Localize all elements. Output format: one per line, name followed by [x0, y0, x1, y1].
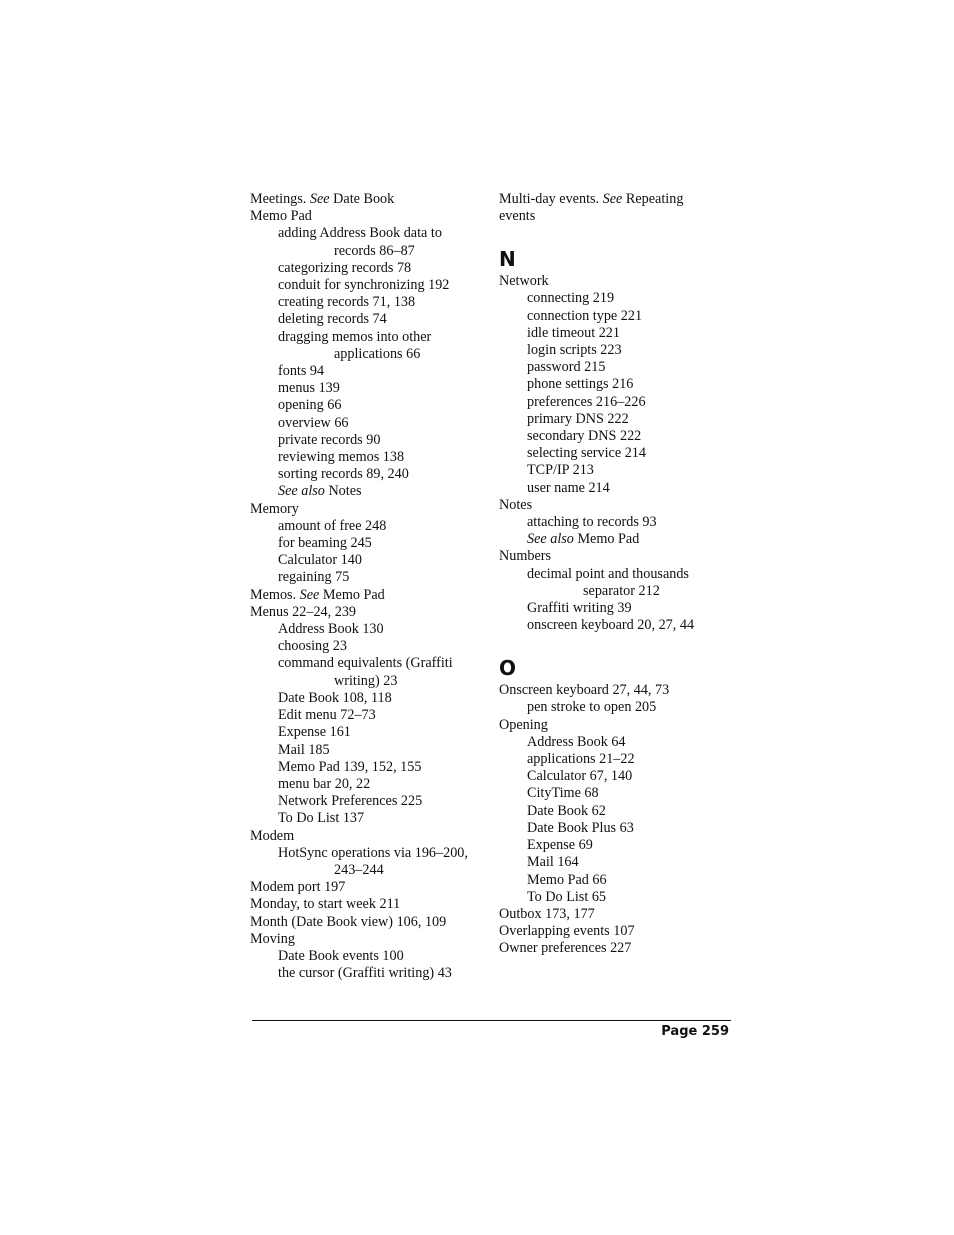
- index-continuation: records 86–87: [334, 242, 415, 259]
- index-subentry: choosing 23: [278, 638, 347, 655]
- cross-reference-see: See: [299, 586, 320, 603]
- index-subentry: primary DNS 222: [527, 410, 629, 427]
- index-subentry: menus 139: [278, 380, 340, 397]
- index-subentry: Address Book 64: [527, 733, 626, 750]
- index-subentry: idle timeout 221: [527, 324, 620, 341]
- index-subentry: Calculator 140: [278, 552, 362, 569]
- index-entry: Overlapping events 107: [499, 923, 635, 940]
- index-subentry: phone settings 216: [527, 376, 634, 393]
- index-subentry: attaching to records 93: [527, 514, 657, 531]
- index-subentry: categorizing records 78: [278, 259, 412, 276]
- index-subentry: decimal point and thousands: [527, 565, 689, 582]
- cross-reference-target: Notes: [324, 483, 362, 500]
- index-subentry: dragging memos into other: [278, 328, 432, 345]
- index-entry: Modem: [250, 827, 295, 844]
- index-subentry: opening 66: [278, 397, 342, 414]
- entry-text: Memos.: [250, 586, 300, 603]
- index-entry: Menus 22–24, 239: [250, 603, 357, 620]
- index-subentry: onscreen keyboard 20, 27, 44: [527, 617, 695, 634]
- index-subentry: [250, 483, 486, 500]
- index-subentry: the cursor (Graffiti writing) 43: [278, 965, 452, 982]
- page-number: Page 259: [661, 1024, 729, 1039]
- index-subentry: password 215: [527, 359, 606, 376]
- index-subentry: overview 66: [278, 414, 349, 431]
- index-entry: [250, 191, 486, 208]
- index-subentry: connection type 221: [527, 307, 643, 324]
- index-column-left: [250, 191, 486, 982]
- index-entry: Monday, to start week 211: [250, 896, 401, 913]
- index-entry: Memo Pad: [250, 208, 312, 225]
- section-gap: [499, 634, 735, 654]
- index-subentry: login scripts 223: [527, 342, 622, 359]
- index-subentry: conduit for synchronizing 192: [278, 277, 450, 294]
- index-continuation: writing) 23: [334, 672, 398, 689]
- cross-reference-see: See also: [278, 483, 325, 500]
- entry-text: Multi-day events.: [499, 191, 603, 207]
- cross-reference-target: Memo Pad: [573, 531, 640, 548]
- index-subentry: connecting 219: [527, 290, 615, 307]
- index-entry: [250, 587, 486, 604]
- index-subentry: fonts 94: [278, 363, 325, 380]
- cross-reference-see: See: [602, 191, 623, 207]
- index-subentry: selecting service 214: [527, 445, 646, 462]
- index-subentry: To Do List 137: [278, 810, 365, 827]
- index-section-letter: O: [499, 656, 517, 681]
- index-entry: Network: [499, 273, 549, 290]
- index-entry: Moving: [250, 930, 295, 947]
- index-entry: Modem port 197: [250, 879, 346, 896]
- index-subentry: amount of free 248: [278, 517, 387, 534]
- index-continuation: applications 66: [334, 345, 421, 362]
- index-subentry: secondary DNS 222: [527, 428, 642, 445]
- index-subentry: Date Book Plus 63: [527, 819, 634, 836]
- index-entry: Onscreen keyboard 27, 44, 73: [499, 682, 670, 699]
- index-subentry: Memo Pad 66: [527, 871, 607, 888]
- index-subentry: Mail 185: [278, 741, 330, 758]
- index-continuation: 243–244: [334, 861, 384, 878]
- index-subentry: command equivalents (Graffiti: [278, 655, 453, 672]
- index-subentry: Memo Pad 139, 152, 155: [278, 758, 422, 775]
- index-entry: Memory: [250, 500, 299, 517]
- index-column-right: [499, 191, 735, 958]
- index-subentry: [499, 531, 735, 548]
- index-subentry: Date Book events 100: [278, 947, 404, 964]
- index-subentry: user name 214: [527, 479, 610, 496]
- index-subentry: pen stroke to open 205: [527, 699, 657, 716]
- index-subentry: HotSync operations via 196–200,: [278, 844, 468, 861]
- index-subentry: deleting records 74: [278, 311, 387, 328]
- cross-reference-target: Repeating: [622, 191, 684, 207]
- index-subentry: adding Address Book data to: [278, 225, 442, 242]
- index-entry: [499, 191, 735, 208]
- index-subentry: TCP/IP 213: [527, 462, 594, 479]
- index-subentry: Date Book 62: [527, 802, 606, 819]
- index-section-letter: N: [499, 247, 516, 272]
- index-subentry: sorting records 89, 240: [278, 466, 409, 483]
- index-subentry: To Do List 65: [527, 888, 607, 905]
- index-subentry: regaining 75: [278, 569, 350, 586]
- index-entry: Owner preferences 227: [499, 940, 632, 957]
- cross-reference-see: See also: [527, 531, 574, 548]
- cross-reference-target: Memo Pad: [319, 586, 385, 603]
- index-subentry: Graffiti writing 39: [527, 600, 632, 617]
- footer-rule: [252, 1020, 731, 1021]
- index-subentry: Calculator 67, 140: [527, 768, 633, 785]
- index-subentry: menu bar 20, 22: [278, 775, 371, 792]
- index-entry: Numbers: [499, 548, 552, 565]
- index-subentry: creating records 71, 138: [278, 294, 416, 311]
- index-continuation: separator 212: [583, 582, 660, 599]
- index-subentry: Date Book 108, 118: [278, 689, 392, 706]
- index-subentry: Expense 161: [278, 724, 351, 741]
- index-entry: Opening: [499, 716, 548, 733]
- index-subentry: Edit menu 72–73: [278, 707, 376, 724]
- cross-reference-see: See: [309, 191, 330, 207]
- cross-reference-target: Date Book: [329, 191, 395, 207]
- index-subentry: Expense 69: [527, 837, 593, 854]
- index-subentry: Address Book 130: [278, 621, 384, 638]
- section-gap: [499, 225, 735, 245]
- index-entry: Month (Date Book view) 106, 109: [250, 913, 447, 930]
- index-subentry: applications 21–22: [527, 751, 635, 768]
- index-subentry: preferences 216–226: [527, 393, 646, 410]
- index-subentry: reviewing memos 138: [278, 449, 405, 466]
- index-entry: events: [499, 208, 536, 225]
- index-entry: Outbox 173, 177: [499, 905, 595, 922]
- index-subentry: CityTime 68: [527, 785, 599, 802]
- entry-text: Meetings.: [250, 191, 310, 207]
- index-subentry: private records 90: [278, 431, 381, 448]
- index-entry: Notes: [499, 496, 533, 513]
- index-subentry: Mail 164: [527, 854, 579, 871]
- index-subentry: for beaming 245: [278, 535, 372, 552]
- index-subentry: Network Preferences 225: [278, 793, 423, 810]
